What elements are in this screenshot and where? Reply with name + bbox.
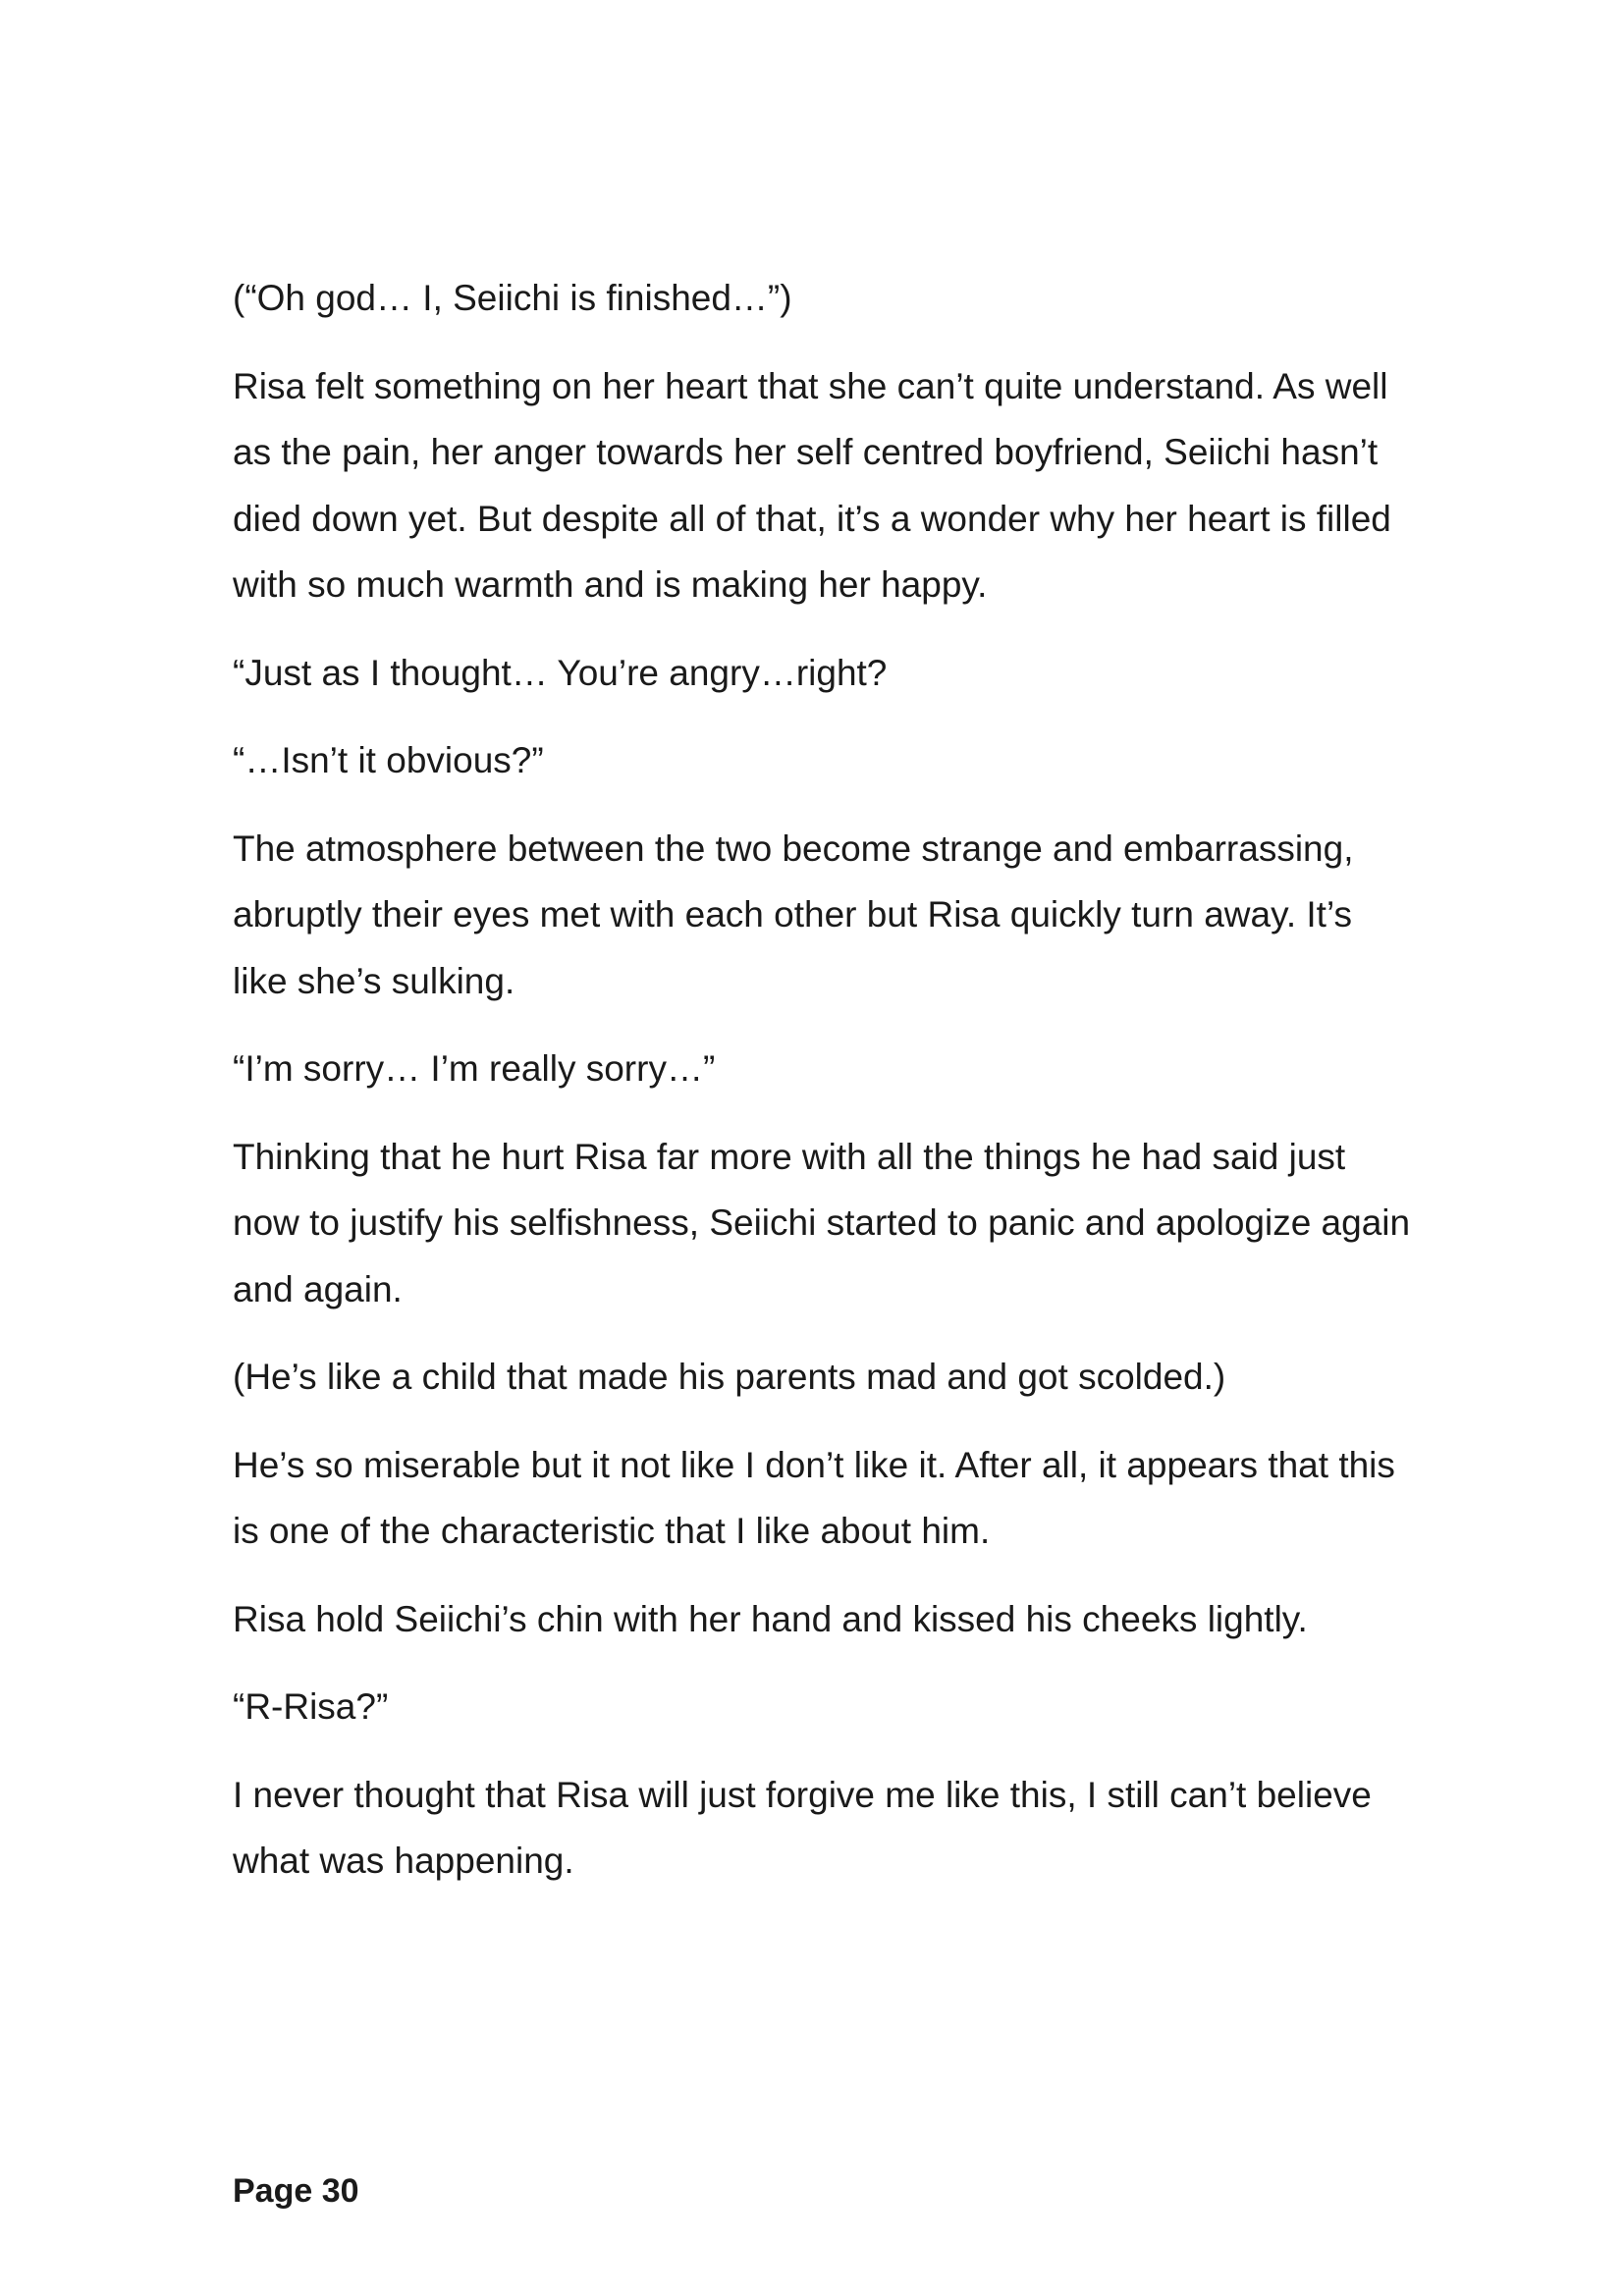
paragraph-12: I never thought that Risa will just forgive me like this, I still can’t believe what was happening. [233, 1774, 1372, 1881]
paragraph-6: “I’m sorry… I’m really sorry…” [233, 1048, 716, 1089]
page-number: Page 30 [233, 2172, 359, 2210]
paragraph-2: Risa felt something on her heart that she can’t quite understand. As well as the pain, her anger towards her self centred boyfriend, Seiichi hasn’t died down yet. But despite all of that, it’s a wonder why her heart is filled with so much warmth and is making her happy. [233, 365, 1391, 605]
paragraph-8: (He’s like a child that made his parents mad and got scolded.) [233, 1357, 1226, 1397]
paragraph-1: (“Oh god… I, Seiichi is finished…”) [233, 278, 792, 318]
paragraph-10: Risa hold Seiichi’s chin with her hand and kissed his cheeks lightly. [233, 1598, 1308, 1639]
paragraph-11: “R-Risa?” [233, 1686, 389, 1727]
paragraph-9: He’s so miserable but it not like I don’t like it. After all, it appears that this is one of the characteristic that I like about him. [233, 1444, 1395, 1551]
paragraph-7: Thinking that he hurt Risa far more with all the things he had said just now to justify his selfishness, Seiichi started to panic and apologize again and again. [233, 1136, 1411, 1309]
paragraph-5: The atmosphere between the two become strange and embarrassing, abruptly their eyes met with each other but Risa quickly turn away. It’s like she’s sulking. [233, 828, 1354, 1001]
paragraph-3: “Just as I thought… You’re angry…right? [233, 652, 888, 693]
body-text [233, 265, 1411, 1916]
paragraph-4: “…Isn’t it obvious?” [233, 740, 544, 780]
